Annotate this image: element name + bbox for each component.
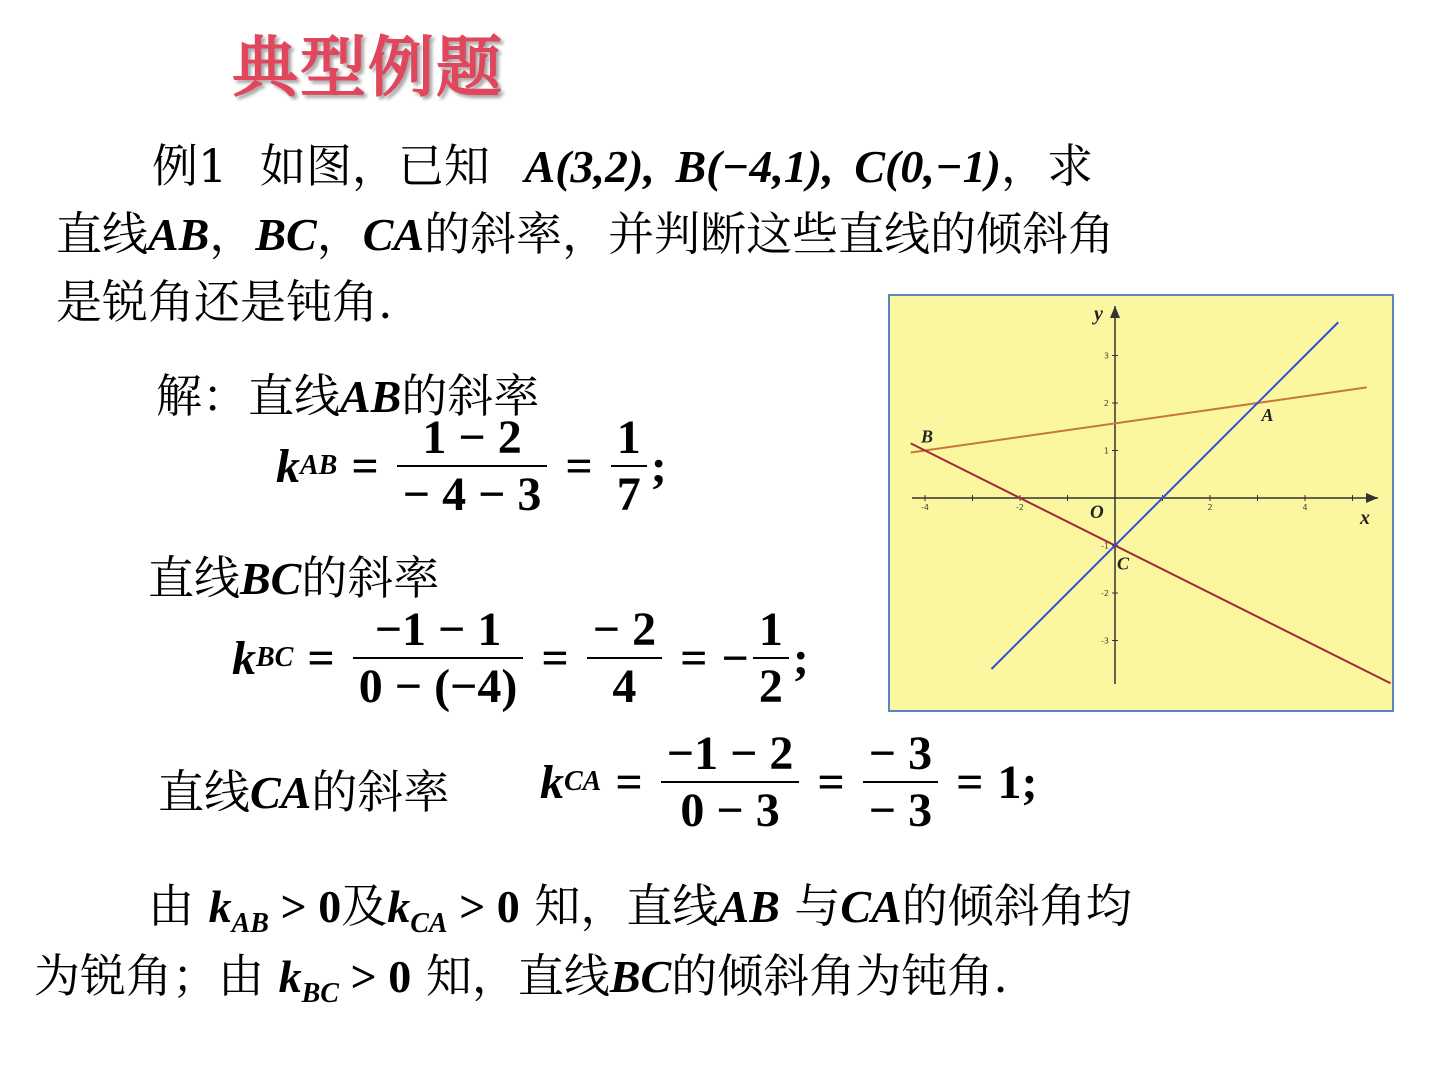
slope-bc-equation xyxy=(232,602,809,714)
equals-sign: = xyxy=(956,755,984,809)
conclusion-text: 知，直线 xyxy=(425,949,610,1003)
point-b-label: B xyxy=(921,426,934,447)
equals-sign: = xyxy=(817,755,845,809)
solution-text: 直线 xyxy=(148,551,240,605)
conclusion-text: 由 xyxy=(148,879,194,933)
fraction xyxy=(661,726,800,838)
y-tick-label: -2 xyxy=(1101,589,1109,598)
point-c-label: C xyxy=(1117,553,1130,574)
line-ca-label: CA xyxy=(362,209,425,260)
k-symbol: k xyxy=(387,881,411,932)
numerator: 1 − 2 xyxy=(397,410,548,467)
fraction xyxy=(611,410,647,522)
problem-text-2: ，求 xyxy=(1001,139,1094,193)
y-axis-label: y xyxy=(1094,303,1103,325)
origin-label: O xyxy=(1090,502,1104,523)
line-ab xyxy=(911,387,1367,452)
slope-ca-heading xyxy=(158,756,449,822)
fraction xyxy=(397,410,548,522)
result: 1; xyxy=(997,755,1038,809)
fraction xyxy=(753,602,789,714)
k-symbol: k xyxy=(208,881,232,932)
y-axis-arrow xyxy=(1110,306,1120,318)
example-label: 例1 xyxy=(152,139,228,193)
denominator: 7 xyxy=(616,468,641,522)
k-subscript: CA xyxy=(410,908,448,939)
line-bc-label: BC xyxy=(255,209,317,260)
comma: ， xyxy=(316,207,363,261)
problem-text-1: 如图，已知 xyxy=(259,139,490,193)
point-a-label: A xyxy=(1261,405,1274,425)
k-symbol: k xyxy=(540,755,564,809)
x-tick-label: -2 xyxy=(1016,503,1024,512)
denominator: 2 xyxy=(758,660,783,714)
slope-bc-heading xyxy=(148,542,439,608)
line-ca-label: CA xyxy=(840,881,902,932)
problem-text: 直线 xyxy=(56,207,148,261)
conclusion-text: 的倾斜角均 xyxy=(901,879,1132,933)
equals-sign: = xyxy=(565,439,593,493)
x-tick-label: 2 xyxy=(1207,503,1213,512)
numerator: − 3 xyxy=(863,726,938,783)
y-tick-label: 1 xyxy=(1103,446,1109,456)
problem-line-3: 是锐角还是钝角. xyxy=(56,275,393,329)
line-ca xyxy=(992,322,1339,669)
numerator: −1 − 1 xyxy=(353,602,524,659)
y-tick-label: 3 xyxy=(1103,351,1109,361)
k-subscript: AB xyxy=(300,450,338,482)
conclusion-text: 及 xyxy=(341,879,388,933)
conclusion-text: 与 xyxy=(794,879,841,933)
conclusion-text: 知，直线 xyxy=(534,879,719,933)
point-a-coord: A(3,2), xyxy=(524,141,655,192)
x-axis-arrow xyxy=(1366,493,1378,503)
k-subscript: AB xyxy=(231,908,269,939)
equals-sign: = xyxy=(351,439,379,493)
slope-ca-equation xyxy=(540,726,1037,838)
y-tick-label: -3 xyxy=(1101,636,1109,646)
line-bc-label: BC xyxy=(240,553,302,604)
gt-zero: > 0 xyxy=(350,951,412,1002)
denominator: 0 − 3 xyxy=(680,784,780,838)
equals-sign: = xyxy=(615,755,643,809)
k-subscript: CA xyxy=(564,766,602,798)
solution-text: 的斜率 xyxy=(311,765,450,819)
page-title: 典型例题 xyxy=(232,28,504,106)
k-subscript: BC xyxy=(301,978,339,1009)
denominator: − 4 − 3 xyxy=(402,468,542,522)
fraction xyxy=(587,602,662,714)
k-symbol: k xyxy=(276,439,300,493)
gt-zero: > 0 xyxy=(280,881,342,932)
k-subscript: BC xyxy=(256,642,294,674)
denominator: 4 xyxy=(612,660,637,714)
gt-zero: > 0 xyxy=(459,881,520,932)
problem-line-1 xyxy=(152,130,1093,196)
coordinate-graph xyxy=(888,294,1394,712)
x-axis-label: x xyxy=(1360,507,1370,529)
equals-sign: = xyxy=(307,631,335,685)
line-bc-label: BC xyxy=(609,951,672,1002)
y-tick-label: 2 xyxy=(1103,399,1109,408)
graph-canvas xyxy=(890,296,1392,710)
k-symbol: k xyxy=(278,951,302,1002)
minus-sign: − xyxy=(721,631,749,685)
numerator: 1 xyxy=(753,602,789,659)
solution-text: 直线 xyxy=(158,765,250,819)
solution-text: 的斜率 xyxy=(301,551,440,605)
x-tick-label: -4 xyxy=(921,503,929,512)
line-ab-label: AB xyxy=(340,371,402,422)
x-tick-label: 4 xyxy=(1302,503,1308,512)
point-b-coord: B(−4,1), xyxy=(675,141,834,192)
numerator: −1 − 2 xyxy=(661,726,800,783)
line-ca-label: CA xyxy=(250,767,312,818)
k-symbol: k xyxy=(232,631,256,685)
problem-text: 的斜率，并判断这些直线的倾斜角 xyxy=(424,207,1115,261)
numerator: 1 xyxy=(611,410,647,467)
line-ab-label: AB xyxy=(718,881,780,932)
equals-sign: = xyxy=(680,631,708,685)
point-c-coord: C(0,−1) xyxy=(854,141,1002,192)
semicolon: ; xyxy=(792,631,809,685)
conclusion-text: 为锐角；由 xyxy=(34,949,264,1003)
line-ab-label: AB xyxy=(148,209,210,260)
semicolon: ; xyxy=(650,439,667,493)
comma: ， xyxy=(209,207,256,261)
slope-ab-equation xyxy=(276,410,667,522)
denominator: 0 − (−4) xyxy=(358,660,518,714)
conclusion-text: 的倾斜角为钝角. xyxy=(671,949,1008,1003)
y-tick-label: -1 xyxy=(1101,541,1109,551)
fraction xyxy=(863,726,938,838)
line-bc xyxy=(911,443,1391,683)
equals-sign: = xyxy=(541,631,569,685)
solution-text: 解：直线 xyxy=(156,369,340,423)
conclusion-line-2 xyxy=(34,940,1008,1010)
problem-line-2 xyxy=(56,198,1114,264)
denominator: − 3 xyxy=(868,784,933,838)
solution-text: 的斜率 xyxy=(401,369,540,423)
numerator: − 2 xyxy=(587,602,662,659)
fraction xyxy=(353,602,524,714)
conclusion-line-1 xyxy=(148,870,1132,940)
